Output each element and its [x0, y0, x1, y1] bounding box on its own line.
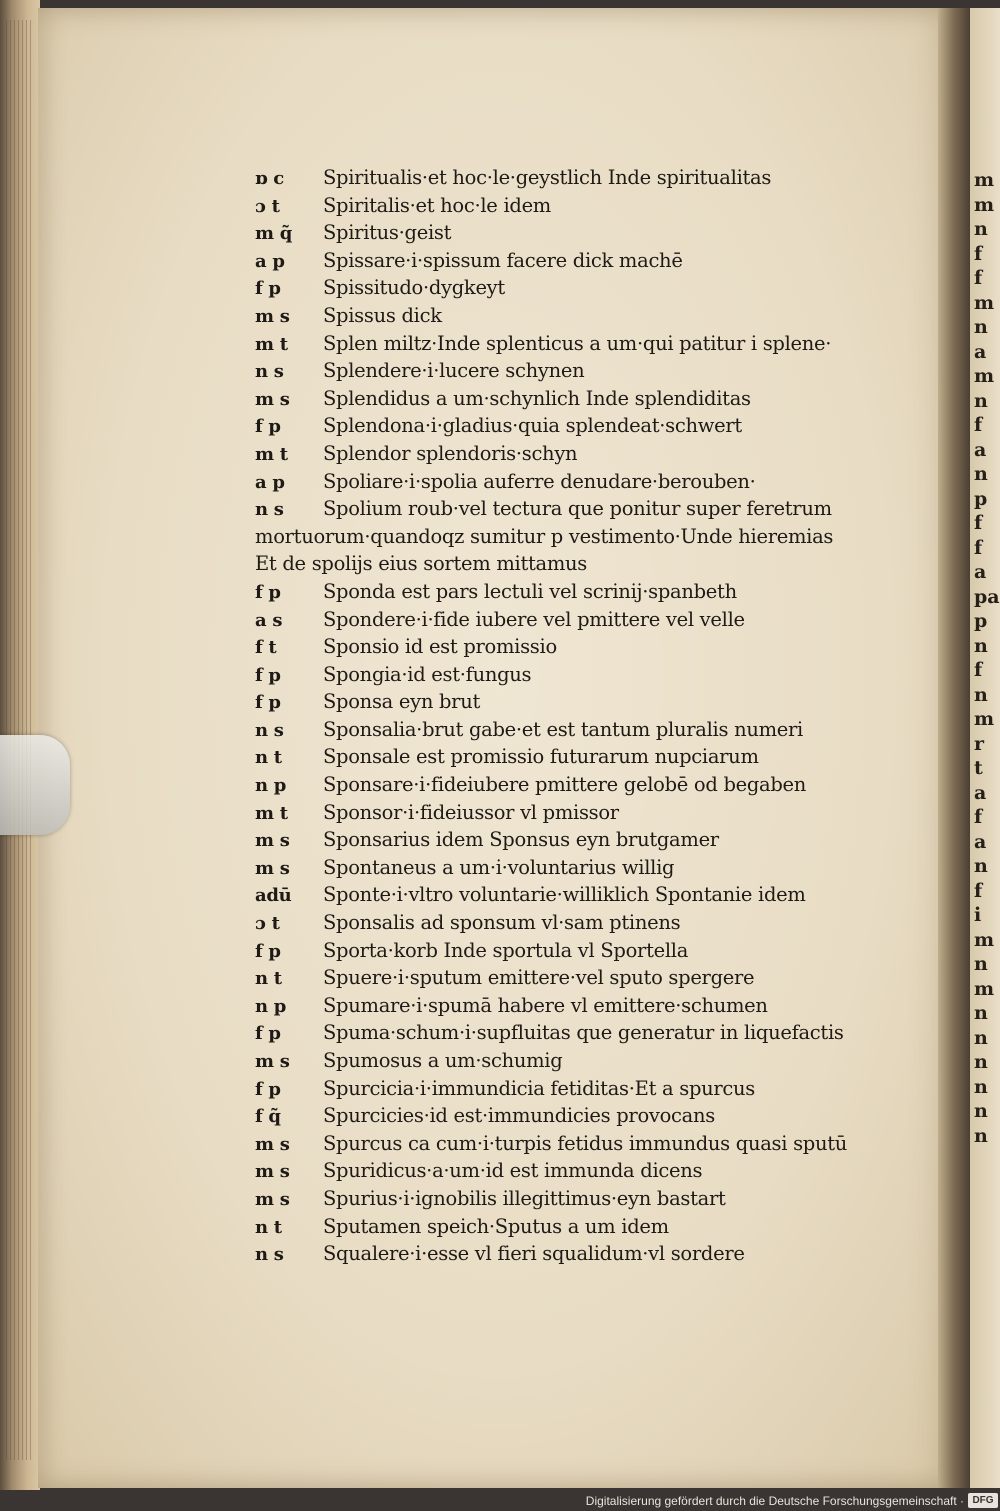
facing-page-mark: m [974, 928, 995, 951]
entry-text: Sponsarius idem Sponsus eyn brutgamer [323, 828, 719, 852]
dictionary-entry [255, 909, 905, 937]
footer-credit: Digitalisierung gefördert durch die Deutsche Forschungsgemeinschaft · [585, 1494, 964, 1508]
facing-page-mark: a [974, 830, 987, 853]
facing-page-mark: n [974, 634, 988, 657]
entry-grammar-code: m s [255, 305, 290, 327]
dictionary-entry [255, 412, 905, 440]
entry-text: Spumosus a um·schumig [323, 1049, 563, 1072]
entry-grammar-code: adū [255, 885, 292, 907]
entry-text: Spurcicia·i·immundicia fetiditas·Et a spurcus [323, 1076, 756, 1100]
entry-grammar-code: m t [255, 802, 288, 824]
entry-grammar-code: n s [255, 499, 284, 521]
entry-text: Splendidus a um·schynlich Inde splendiditas [323, 386, 751, 410]
entry-grammar-code: m s [255, 830, 290, 852]
dictionary-entry [255, 1019, 905, 1047]
dictionary-entry [255, 1157, 905, 1185]
entry-text: Spiritus·geist [323, 221, 452, 245]
facing-page-mark: f [974, 879, 983, 902]
dictionary-entry [255, 633, 905, 661]
entry-grammar-code: m s [255, 857, 290, 879]
facing-page-mark: f [974, 414, 983, 436]
entry-grammar-code: ɔ t [255, 913, 280, 935]
dictionary-entry [255, 1213, 905, 1241]
entry-text: Spurcus ca cum·i·turpis fetidus immundus quasi sputū [323, 1131, 848, 1155]
dictionary-entry [255, 964, 905, 992]
dictionary-entry [255, 1240, 905, 1268]
facing-page-mark: f [974, 242, 983, 265]
facing-page-mark: r [974, 732, 985, 755]
entry-grammar-code: m s [255, 1133, 290, 1155]
facing-page-mark: f [974, 267, 983, 289]
dictionary-entry [255, 992, 905, 1020]
entry-text: Sponsa eyn brut [323, 690, 480, 714]
entry-text: Spumare·i·spumā habere vl emittere·schumen [323, 993, 768, 1017]
entry-grammar-code: m t [255, 443, 288, 465]
entry-grammar-code: a p [255, 250, 285, 272]
entry-grammar-code: f p [255, 692, 281, 714]
dictionary-entry [255, 937, 905, 965]
dfg-logo: DFG [968, 1493, 998, 1508]
entry-grammar-code: m s [255, 1188, 290, 1210]
facing-page-mark: n [974, 1051, 988, 1073]
dictionary-entry [255, 1130, 905, 1158]
facing-page-mark: m [974, 365, 995, 387]
dictionary-entry [255, 164, 905, 192]
dictionary-entry [255, 743, 905, 771]
entry-grammar-code: f p [255, 664, 281, 686]
dictionary-entry [255, 578, 905, 606]
dictionary-entry [255, 302, 905, 330]
facing-page-mark: pa [974, 585, 1000, 608]
dictionary-entry [255, 881, 905, 909]
entry-text: Sponte·i·vltro voluntarie·williklich Spontanie idem [323, 883, 806, 907]
entry-text: Sponsale est promissio futurarum nupciarum [323, 745, 759, 769]
dictionary-entry [255, 1185, 905, 1213]
dictionary-entry [255, 357, 905, 385]
dictionary-entry [255, 550, 905, 578]
dictionary-entry [255, 606, 905, 634]
facing-page-mark: n [974, 1124, 988, 1147]
dictionary-entry [255, 799, 905, 827]
entry-text: Splendere·i·lucere schynen [323, 359, 585, 383]
entry-text: Sponsio id est promissio [323, 635, 557, 659]
entry-grammar-code: f p [255, 1078, 281, 1100]
facing-page-mark: n [974, 316, 988, 338]
facing-page-mark: n [974, 389, 988, 412]
dictionary-entry [255, 385, 905, 413]
entry-text: Splendona·i·gladius·quia splendeat·schwert [323, 414, 742, 438]
dictionary-entries [255, 164, 905, 1268]
entry-grammar-code: f p [255, 416, 281, 438]
entry-text: Sponda est pars lectuli vel scrinij·spanbeth [323, 579, 737, 603]
entry-grammar-code: a p [255, 471, 285, 493]
entry-grammar-code: n s [255, 361, 284, 383]
facing-page-mark: a [974, 438, 987, 461]
entry-text: Spolium roub·vel tectura que ponitur super feretrum [323, 497, 832, 521]
dictionary-entry [255, 661, 905, 689]
dictionary-entry [255, 1047, 905, 1075]
book-gutter [938, 8, 970, 1488]
facing-page-marks [970, 168, 1000, 1148]
entry-grammar-code: f t [255, 637, 277, 659]
facing-page-mark: n [974, 683, 988, 706]
entry-text: Spondere·i·fide iubere vel pmittere vel velle [323, 607, 745, 631]
entry-grammar-code: n t [255, 1216, 282, 1238]
facing-page-mark: m [974, 977, 995, 1000]
facing-page-mark: n [974, 1026, 988, 1049]
entry-text: Et de spolijs eius sortem mittamus [255, 552, 588, 576]
entry-grammar-code: n p [255, 775, 287, 797]
facing-page-mark: a [974, 561, 987, 583]
dictionary-entry [255, 716, 905, 744]
dictionary-entry [255, 688, 905, 716]
entry-text: Spurcicies·id est·immundicies provocans [323, 1104, 715, 1128]
entry-grammar-code: ɒ c [255, 168, 284, 189]
dictionary-entry [255, 192, 905, 220]
facing-page-mark: n [974, 463, 988, 485]
facing-page-mark: m [974, 193, 995, 216]
entry-text: Spontaneus a um·i·voluntarius willig [323, 855, 675, 879]
entry-text: Spuere·i·sputum emittere·vel sputo spergere [323, 966, 755, 990]
entry-text: Sponsalia·brut gabe·et est tantum pluralis numeri [323, 717, 803, 741]
entry-grammar-code: n t [255, 747, 282, 769]
entry-grammar-code: m s [255, 388, 290, 410]
entry-grammar-code: a s [255, 609, 283, 631]
entry-text: Spuridicus·a·um·id est immunda dicens [323, 1159, 703, 1183]
facing-page-mark: m [974, 169, 995, 191]
dictionary-entry [255, 854, 905, 882]
entry-text: Splendor splendoris·schyn [323, 441, 578, 465]
facing-page-mark: a [974, 340, 987, 363]
facing-page [970, 8, 1000, 1488]
facing-page-mark: f [974, 536, 983, 559]
entry-grammar-code: f p [255, 1023, 281, 1045]
entry-text: Spiritualis·et hoc·le·geystlich Inde spiritualitas [323, 166, 772, 189]
entry-grammar-code: ɔ t [255, 195, 280, 217]
entry-text: Sponsare·i·fideiubere pmittere gelobē od begaben [323, 773, 807, 797]
entry-grammar-code: f p [255, 581, 281, 603]
facing-page-mark: p [974, 487, 988, 510]
entry-text: Sporta·korb Inde sportula vl Sportella [323, 938, 689, 962]
entry-text: Spissitudo·dygkeyt [323, 276, 505, 300]
entry-text: Spoliare·i·spolia auferre denudare·berouben· [323, 469, 756, 493]
facing-page-mark: f [974, 806, 983, 828]
entry-text: Spongia·id est·fungus [323, 662, 532, 686]
facing-page-mark: m [974, 708, 995, 730]
dictionary-entry [255, 468, 905, 496]
dictionary-entry [255, 219, 905, 247]
entry-text: mortuorum·quandoqz sumitur p vestimento·Unde hieremias [255, 524, 834, 548]
entry-grammar-code: f p [255, 940, 281, 962]
facing-page-mark: t [974, 757, 983, 779]
entry-grammar-code: n t [255, 968, 282, 990]
facing-page-mark: i [974, 904, 982, 926]
dictionary-entry [255, 826, 905, 854]
facing-page-mark: n [974, 218, 988, 240]
entry-grammar-code: m s [255, 1161, 290, 1183]
entry-grammar-code: m q̃ [255, 223, 292, 245]
facing-page-mark: n [974, 953, 988, 975]
entry-text: Sputamen speich·Sputus a um idem [323, 1214, 669, 1238]
entry-grammar-code: m s [255, 1051, 290, 1072]
dictionary-entry [255, 440, 905, 468]
entry-text: Spissus dick [323, 303, 442, 327]
dictionary-entry [255, 495, 905, 523]
facing-page-mark: n [974, 1075, 988, 1098]
facing-page-mark: m [974, 291, 995, 314]
entry-text: Sponsalis ad sponsum vl·sam ptinens [323, 911, 681, 935]
entry-text: Spurius·i·ignobilis illegittimus·eyn bastart [323, 1186, 726, 1210]
dictionary-entry [255, 247, 905, 275]
entry-grammar-code: n s [255, 719, 284, 741]
entry-text: Spissare·i·spissum facere dick machē [323, 248, 683, 272]
dictionary-entry [255, 1102, 905, 1130]
book-clamp [0, 735, 70, 835]
entry-text: Spuma·schum·i·supfluitas que generatur in liquefactis [323, 1021, 844, 1045]
dictionary-entry [255, 523, 905, 551]
dictionary-entry [255, 1075, 905, 1103]
dictionary-entry [255, 771, 905, 799]
facing-page-mark: n [974, 1002, 988, 1024]
entry-text: Sponsor·i·fideiussor vl pmissor [323, 800, 619, 824]
facing-page-mark: f [974, 512, 983, 534]
entry-grammar-code: f q̃ [255, 1106, 281, 1128]
dictionary-entry [255, 330, 905, 358]
entry-text: Splen miltz·Inde splenticus a um·qui patitur i splene· [323, 331, 832, 355]
facing-page-mark: n [974, 855, 988, 877]
entry-grammar-code: n s [255, 1244, 284, 1266]
facing-page-mark: f [974, 659, 983, 681]
entry-grammar-code: f p [255, 278, 281, 300]
entry-text: Squalere·i·esse vl fieri squalidum·vl sordere [323, 1242, 745, 1266]
facing-page-mark: n [974, 1100, 988, 1122]
facing-page-mark: a [974, 781, 987, 804]
entry-grammar-code: n p [255, 995, 287, 1017]
facing-page-mark: p [974, 610, 988, 632]
entry-grammar-code: m t [255, 333, 288, 355]
entry-text: Spiritalis·et hoc·le idem [323, 193, 551, 217]
dictionary-entry [255, 274, 905, 302]
